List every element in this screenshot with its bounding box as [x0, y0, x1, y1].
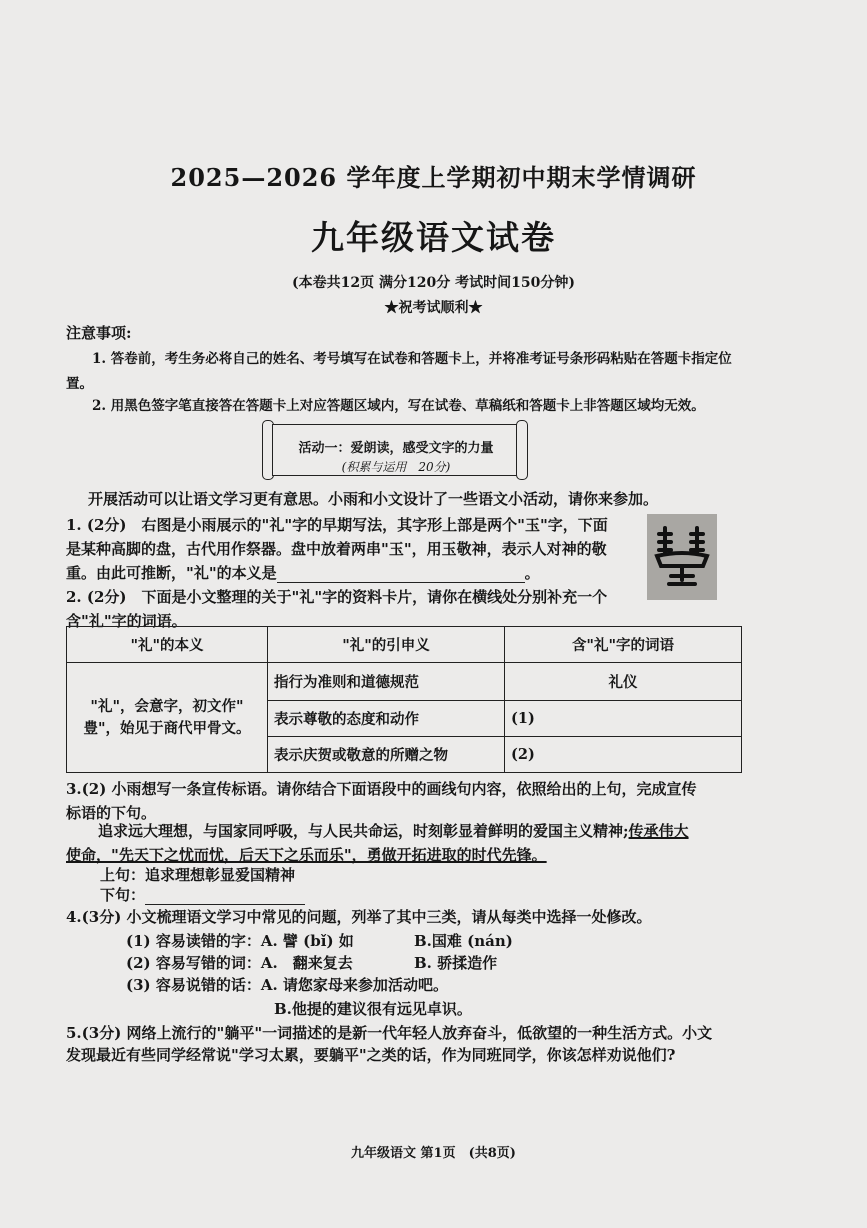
- q5-line2: 发现最近有些同学经常说"学习太累，要躺平"之类的话，作为同班同学，你该怎样劝说他们?: [66, 1046, 676, 1064]
- q3-underlined-sentence: 使命，"先天下之忧而忧，后天下之乐而乐"，勇做开拓进取的时代先锋。: [66, 846, 547, 864]
- exam-wish: ★祝考试顺利★: [384, 300, 483, 316]
- q3-line2: 标语的下句。: [66, 804, 157, 822]
- exam-subtitle: 2025—2026 学年度上学期初中期末学情调研: [170, 163, 697, 192]
- notice-item-1: 1. 答卷前，考生务必将自己的姓名、考号填写在试卷和答题卡上，并将准考证号条形码粘贴在答题卡指定位: [92, 351, 732, 367]
- q1-line3: [66, 562, 540, 583]
- q3-upper-line: 上句：追求理想彰显爱国精神: [100, 866, 296, 884]
- activity-title: 活动一：爱朗读，感受文字的力量: [298, 441, 494, 456]
- activity-subtitle: (积累与运用 20分): [341, 460, 451, 474]
- card-header-words: 含"礼"字的词语: [505, 627, 742, 663]
- exam-meta: (本卷共12页 满分120分 考试时间150分钟): [292, 275, 575, 291]
- card-word-2[interactable]: (1): [505, 701, 742, 737]
- q4-row3-b: B.他提的建议很有远见卓识。: [274, 1000, 472, 1018]
- q4-row2-b: B. 骄揉造作: [414, 954, 498, 972]
- li-glyph-image: [647, 514, 717, 600]
- card-origin-cell: [67, 663, 268, 773]
- q4-row3-a: (3) 容易说错的话：A. 请您家母来参加活动吧。: [126, 976, 448, 994]
- q3-underlined-start: 传承伟大: [628, 822, 689, 840]
- activity-banner-box: [272, 424, 520, 476]
- card-header-row: [67, 627, 742, 663]
- notice-item-1-cont: 置。: [66, 376, 93, 392]
- card-row: [67, 663, 742, 701]
- li-glyph-icon: [647, 514, 717, 600]
- q4-row2-a: (2) 容易写错的词：A. 翻来复去: [126, 954, 353, 972]
- q3-passage-text: 追求远大理想，与国家同呼吸，与人民共命运，时刻彰显着鲜明的爱国主义精神;: [98, 822, 629, 840]
- card-header-extended: "礼"的引申义: [268, 627, 505, 663]
- q2-line2: 含"礼"字的词语。: [66, 612, 187, 630]
- q3-lower-label: 下句：: [100, 886, 146, 904]
- q1-line2: 是某种高脚的盘，古代用作祭器。盘中放着两串"玉"，用玉敬神，表示人对神的敬: [66, 540, 607, 558]
- notice-heading: 注意事项:: [66, 324, 132, 342]
- scroll-right-roll: [516, 420, 528, 480]
- activity-banner: [262, 420, 528, 480]
- q4-line1: 4.(3分) 小文梳理语文学习中常见的问题，列举了其中三类，请从每类中选择一处修改。: [66, 908, 652, 926]
- card-header-origin: "礼"的本义: [67, 627, 268, 663]
- q1-line3-text: 重。由此可推断，"礼"的本义是: [66, 564, 277, 582]
- q4-row1-b: B.国难 (nán): [414, 932, 513, 950]
- q3-answer-blank[interactable]: [145, 890, 305, 905]
- card-word-1: 礼仪: [505, 663, 742, 701]
- q1-line1: 1. (2分) 右图是小雨展示的"礼"字的早期写法，其字形上部是两个"玉"字，下面: [66, 516, 608, 534]
- card-word-3[interactable]: (2): [505, 737, 742, 773]
- card-meaning-1: 指行为准则和道德规范: [268, 663, 505, 701]
- q1-answer-blank[interactable]: [277, 568, 525, 583]
- q4-row1-a: (1) 容易读错的字：A. 譬 (bǐ) 如: [126, 932, 354, 950]
- q3-passage-line1: [98, 820, 689, 841]
- card-origin-line1: "礼"，会意字，初文作": [90, 697, 244, 715]
- q5-line1: 5.(3分) 网络上流行的"躺平"一词描述的是新一代年轻人放弃奋斗，低欲望的一种生活方式。小文: [66, 1024, 713, 1042]
- card-meaning-2: 表示尊敬的态度和动作: [268, 701, 505, 737]
- q1-line3-end: 。: [524, 564, 540, 582]
- card-origin-line2: 豊"，始见于商代甲骨文。: [83, 719, 251, 737]
- q3-line1: 3.(2) 小雨想写一条宣传标语。请你结合下面语段中的画线句内容，依照给出的上句，完成宣传: [66, 780, 697, 798]
- exam-title: 九年级语文试卷: [311, 218, 556, 257]
- intro-text: 开展活动可以让语文学习更有意思。小雨和小文设计了一些语文小活动，请你来参加。: [88, 490, 659, 508]
- card-meaning-3: 表示庆贺或敬意的所赠之物: [268, 737, 505, 773]
- li-info-card: [66, 626, 742, 773]
- notice-item-2: 2. 用黑色签字笔直接答在答题卡上对应答题区域内，写在试卷、草稿纸和答题卡上非答题区域均无效。: [92, 398, 705, 414]
- q2-line1: 2. (2分) 下面是小文整理的关于"礼"字的资料卡片，请你在横线处分别补充一个: [66, 588, 608, 606]
- page-footer: 九年级语文 第1页 (共8页): [351, 1146, 516, 1161]
- q3-lower-line: [100, 884, 305, 905]
